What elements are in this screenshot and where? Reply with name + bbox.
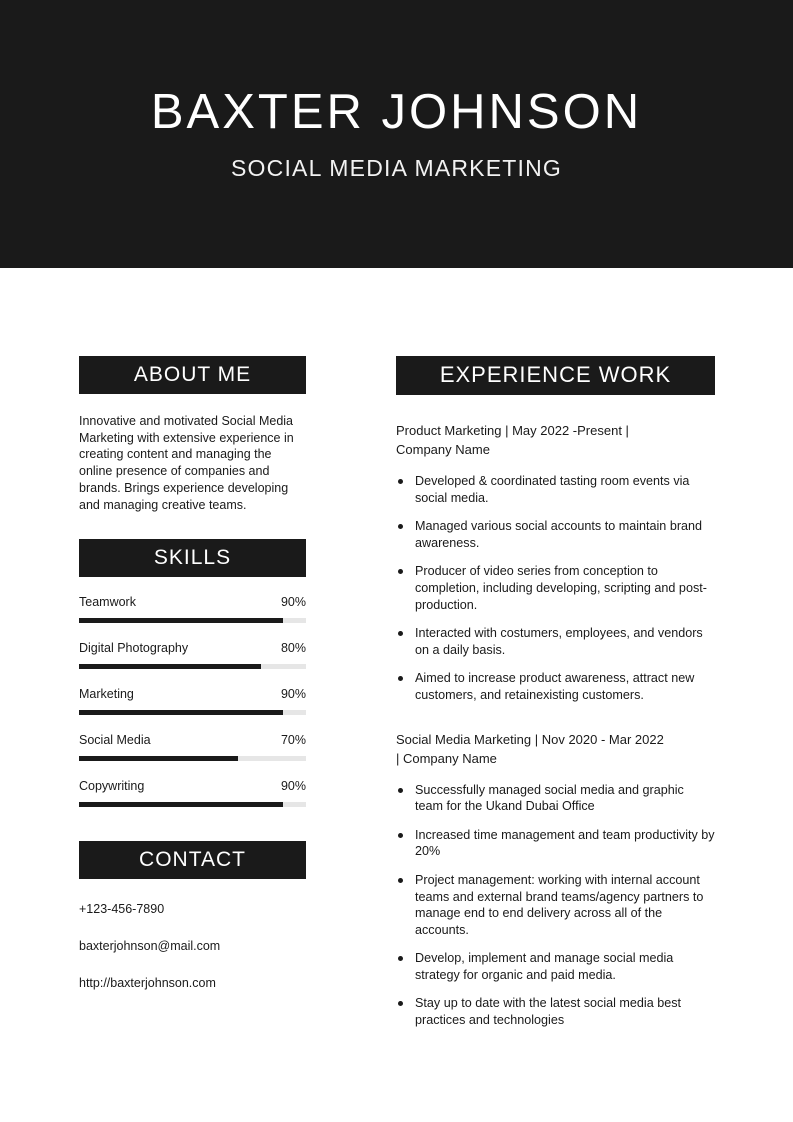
skill-fill [79, 756, 238, 761]
skills-heading: SKILLS [79, 539, 306, 577]
skill-track [79, 618, 306, 623]
skill-name: Digital Photography [79, 641, 189, 656]
skill-track [79, 664, 306, 669]
job-bullets [396, 782, 715, 1029]
about-text: Innovative and motivated Social Media Marketing with extensive experience in creating content and managing the online presence of companies and brands. Brings experience developing and managing creative teams. [79, 414, 294, 512]
skill-percent: 90% [280, 779, 306, 794]
left-column [79, 356, 306, 990]
contact-heading: CONTACT [79, 841, 306, 879]
about-heading: ABOUT ME [79, 356, 306, 394]
job-bullet: Managed various social accounts to maintain brand awareness. [396, 518, 715, 551]
job-bullet: Stay up to date with the latest social media best practices and technologies [396, 995, 715, 1028]
skill-track [79, 756, 306, 761]
skill-item [79, 779, 306, 807]
header-banner [0, 0, 793, 268]
skill-percent: 90% [280, 595, 306, 610]
skill-track [79, 710, 306, 715]
skill-name: Copywriting [79, 779, 145, 794]
skill-item [79, 641, 306, 669]
job-bullet: Aimed to increase product awareness, attract new customers, and retainexisting customers. [396, 670, 715, 703]
right-column [396, 356, 715, 1041]
skills-section [79, 539, 306, 807]
job-title: Social Media Marketing | Nov 2020 - Mar 2022 | Company Name [396, 731, 664, 766]
skill-item [79, 687, 306, 715]
skill-item [79, 595, 306, 623]
job-bullet: Interacted with costumers, employees, and vendors on a daily basis. [396, 625, 715, 658]
skill-name: Teamwork [79, 595, 136, 610]
job-bullets [396, 473, 715, 704]
skill-percent: 80% [280, 641, 306, 656]
job-bullet: Successfully managed social media and graphic team for the Ukand Dubai Office [396, 782, 715, 815]
header-subtitle: SOCIAL MEDIA MARKETING [231, 155, 562, 181]
job-bullet: Project management: working with internal account teams and external brand teams/agency partners to manage end to end delivery across all of the accounts. [396, 872, 715, 938]
skill-fill [79, 618, 283, 623]
skill-percent: 90% [280, 687, 306, 702]
skill-fill [79, 710, 283, 715]
job-bullet: Producer of video series from conception to completion, including developing, scripting and post-production. [396, 563, 715, 613]
skill-name: Marketing [79, 687, 134, 702]
contact-section [79, 841, 306, 990]
job-bullet: Develop, implement and manage social media strategy for organic and paid media. [396, 950, 715, 983]
job-title: Product Marketing | May 2022 -Present | Company Name [396, 423, 629, 457]
skill-fill [79, 664, 261, 669]
job-bullet: Developed & coordinated tasting room events via social media. [396, 473, 715, 506]
job-bullet: Increased time management and team productivity by 20% [396, 827, 715, 860]
skill-fill [79, 802, 283, 807]
contact-email[interactable]: baxterjohnson@mail.com [79, 939, 221, 954]
skill-track [79, 802, 306, 807]
page-title: BAXTER JOHNSON [150, 85, 643, 139]
experience-item [396, 421, 715, 704]
skill-item [79, 733, 306, 761]
contact-phone[interactable]: +123-456-7890 [79, 902, 165, 917]
experience-item [396, 730, 715, 1029]
skill-percent: 70% [280, 733, 306, 748]
skill-name: Social Media [79, 733, 151, 748]
contact-website[interactable]: http://baxterjohnson.com [79, 976, 216, 991]
experience-heading: EXPERIENCE WORK [396, 356, 715, 395]
